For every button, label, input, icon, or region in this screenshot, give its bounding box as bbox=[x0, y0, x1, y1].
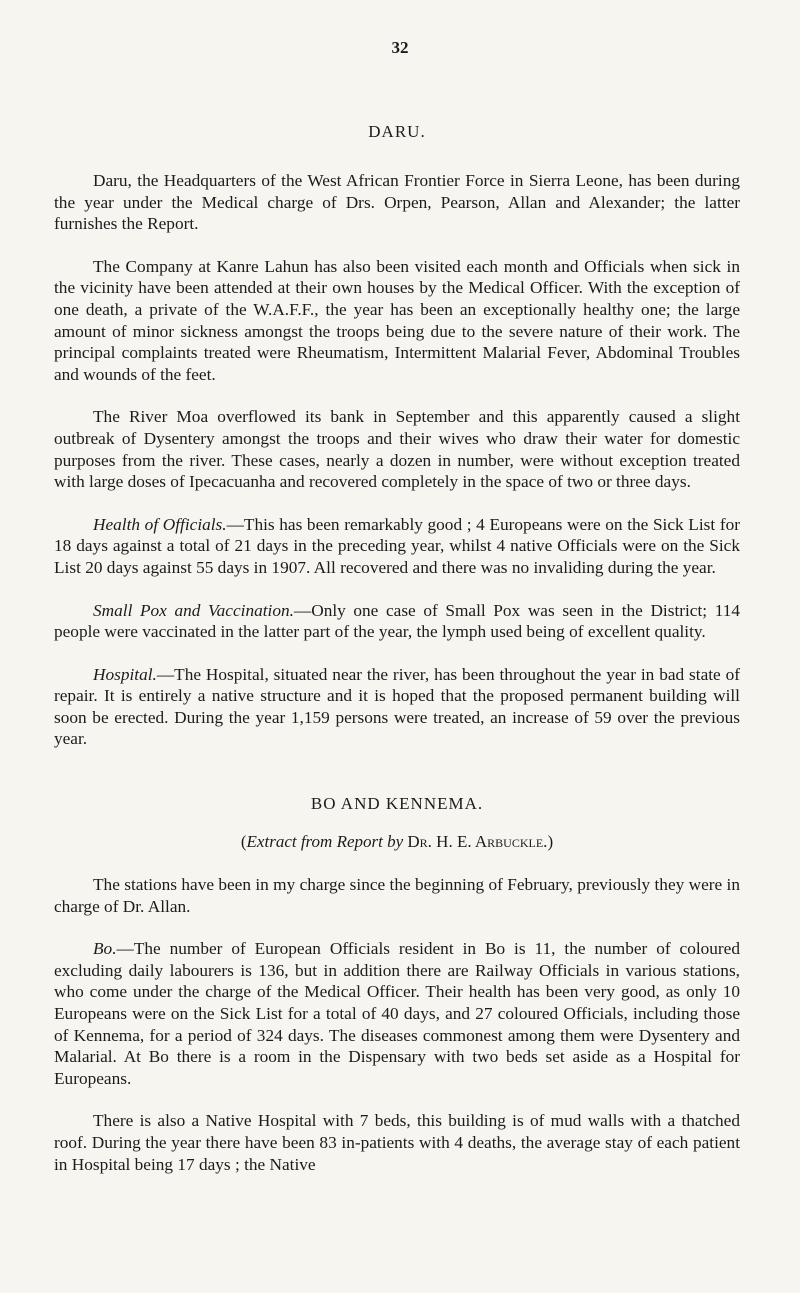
attribution-name: Dr. H. E. Arbuckle. bbox=[407, 832, 548, 852]
page-content bbox=[54, 122, 740, 1175]
paragraph-text: —The number of European Officials resident in Bo is 11, the number of coloured excluding daily labourers is 136, but in addition there are Railway Officials in various stations, who come under the charge of the Medical Officer. Their health has been very good, as only 10 Europeans were on the Sick List for a total of 40 days, and 27 coloured Officials, including those of Kennema, for a period of 324 days. The diseases commonest among them were Dysentery and Malarial. At Bo there is a room in the Dispensary with two beds set aside as a Hospital for Europeans. bbox=[54, 939, 740, 1088]
paragraph-lead: Bo. bbox=[93, 939, 117, 959]
paragraph-text: —The Hospital, situated near the river, has been throughout the year in bad state of repair. It is entirely a native structure and it is hoped that the proposed permanent building will soon be erected. During the year 1,159 persons were treated, an increase of 59 over the previous year. bbox=[54, 664, 740, 749]
paragraph bbox=[54, 600, 740, 643]
attribution-text: Extract from Report by bbox=[246, 832, 404, 852]
paragraph: There is also a Native Hospital with 7 beds, this building is of mud walls with a thatched roof. During the year there have been 83 in-patients with 4 deaths, the average stay of each patient in Hospital being 17 days ; the Native bbox=[54, 1111, 740, 1174]
paragraph-text: —Only one case of Small Pox was seen in the District; 114 people were vaccinated in the latter part of the year, the lymph used being of excellent quality. bbox=[54, 600, 740, 642]
report-attribution: (Extract from Report by Dr. H. E. Arbuckle.) bbox=[240, 832, 554, 852]
paragraph bbox=[54, 514, 740, 579]
paragraph: The River Moa overflowed its bank in September and this apparently caused a slight outbreak of Dysentery amongst the troops and their wives who draw their water for domestic purposes from the river. These cases, nearly a dozen in number, were without exception treated with large doses of Ipecacuanha and recovered completely in the space of two or three days. bbox=[54, 407, 740, 492]
section-heading-daru: DARU. bbox=[368, 122, 426, 141]
section-heading-bo-kennema: BO AND KENNEMA. bbox=[310, 794, 484, 814]
paragraph: The stations have been in my charge since the beginning of February, previously they were in charge of Dr. Allan. bbox=[54, 875, 740, 916]
paragraph bbox=[54, 938, 740, 1089]
paragraph: The Company at Kanre Lahun has also been visited each month and Officials when sick in the vicinity have been attended at their own houses by the Medical Officer. With the exception of one death, a private of the W.A.F.F., the year has been an exceptionally healthy one; the large amount of minor sickness amongst the troops being due to the severe nature of their work. The principal complaints treated were Rheumatism, Intermittent Malarial Fever, Abdominal Troubles and wounds of the feet. bbox=[54, 256, 740, 384]
paragraph bbox=[54, 664, 740, 750]
paragraph-lead: Small Pox and Vaccination. bbox=[93, 600, 294, 620]
paragraph: Daru, the Headquarters of the West African Frontier Force in Sierra Leone, has been during the year under the Medical charge of Drs. Orpen, Pearson, Allan and Alexander; the latter furnishes the Report. bbox=[54, 171, 740, 234]
page-number: 32 bbox=[391, 38, 409, 57]
paragraph-lead: Health of Officials. bbox=[93, 514, 227, 534]
paragraph-lead: Hospital. bbox=[93, 664, 157, 684]
paragraph-text: —This has been remarkably good ; 4 Europeans were on the Sick List for 18 days against a total of 21 days in the preceding year, whilst 4 native Officials were on the Sick List 20 days against 55 days in 1907. All recovered and there was no invaliding during the year. bbox=[54, 514, 740, 577]
